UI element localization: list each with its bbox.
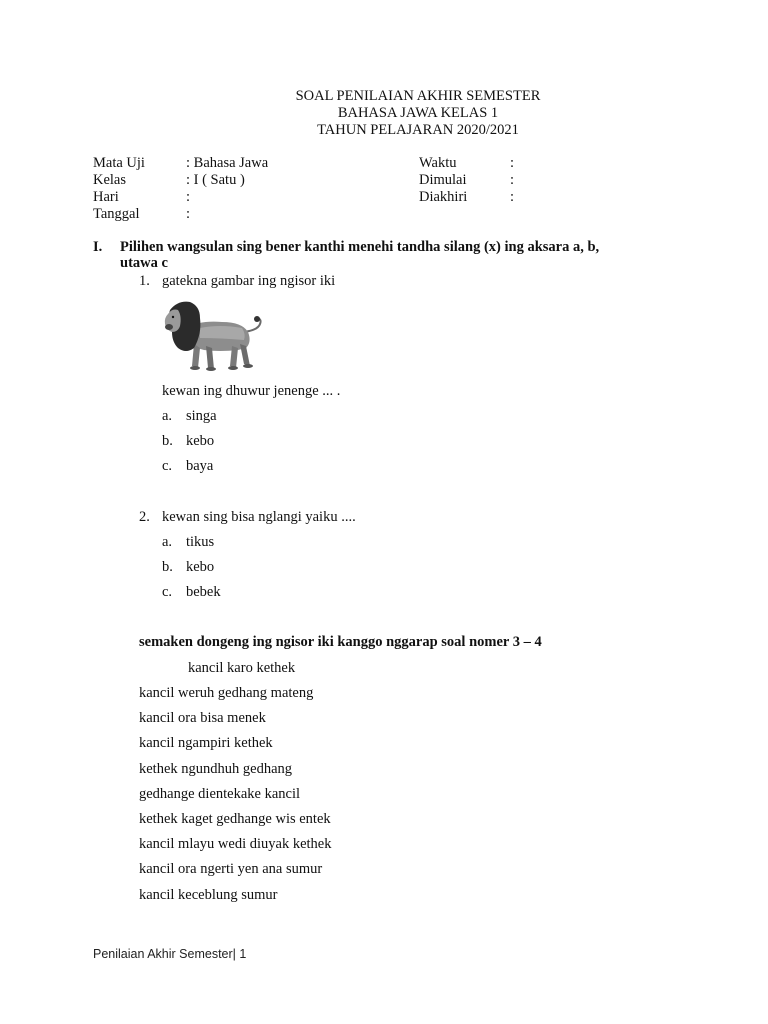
q1-number: 1. bbox=[139, 273, 150, 289]
q2-text: kewan sing bisa nglangi yaiku .... bbox=[162, 509, 356, 525]
q2-option-c-letter: c. bbox=[162, 584, 173, 600]
title-line-2: BAHASA JAWA KELAS 1 bbox=[337, 105, 499, 121]
story-line: kancil mlayu wedi diuyak kethek bbox=[139, 836, 332, 852]
info-value-waktu: : bbox=[510, 155, 515, 171]
story-line: kancil ora ngerti yen ana sumur bbox=[139, 861, 323, 877]
lion-illustration-icon bbox=[160, 298, 268, 374]
q1-option-a-text: singa bbox=[186, 408, 217, 424]
q1-option-b-letter: b. bbox=[162, 433, 173, 449]
info-label-tanggal: Tanggal bbox=[93, 206, 140, 222]
story-line: kethek kaget gedhange wis entek bbox=[139, 811, 331, 827]
info-label-hari: Hari bbox=[93, 189, 119, 205]
q1-text: gatekna gambar ing ngisor iki bbox=[162, 273, 336, 289]
q2-option-b-text: kebo bbox=[186, 559, 215, 575]
q2-option-b-letter: b. bbox=[162, 559, 173, 575]
page-footer: Penilaian Akhir Semester| 1 bbox=[93, 947, 247, 961]
q2-option-a-letter: a. bbox=[162, 534, 173, 550]
story-line: kancil weruh gedhang mateng bbox=[139, 685, 314, 701]
info-value-hari: : bbox=[186, 189, 191, 205]
q1-option-c-text: baya bbox=[186, 458, 214, 474]
info-value-mata-uji: : Bahasa Jawa bbox=[186, 155, 269, 171]
info-label-kelas: Kelas bbox=[93, 172, 127, 188]
title-line-3: TAHUN PELAJARAN 2020/2021 bbox=[317, 122, 519, 138]
story-line: kancil ora bisa menek bbox=[139, 710, 266, 726]
q2-option-a-text: tikus bbox=[186, 534, 215, 550]
info-label-diakhiri: Diakhiri bbox=[419, 189, 468, 205]
info-value-diakhiri: : bbox=[510, 189, 515, 205]
info-label-mata-uji: Mata Uji bbox=[93, 155, 145, 171]
q1-option-b-text: kebo bbox=[186, 433, 215, 449]
q2-number: 2. bbox=[139, 509, 150, 525]
title-line-1: SOAL PENILAIAN AKHIR SEMESTER bbox=[295, 88, 541, 104]
info-label-dimulai: Dimulai bbox=[419, 172, 467, 188]
q1-option-a-letter: a. bbox=[162, 408, 173, 424]
info-value-kelas: : I ( Satu ) bbox=[186, 172, 245, 188]
story-title: kancil karo kethek bbox=[188, 660, 296, 676]
story-line: gedhange dientekake kancil bbox=[139, 786, 301, 802]
info-value-tanggal: : bbox=[186, 206, 191, 222]
q2-option-c-text: bebek bbox=[186, 584, 221, 600]
q1-option-c-letter: c. bbox=[162, 458, 173, 474]
story-line: kancil keceblung sumur bbox=[139, 887, 278, 903]
section-instruction-line-1: Pilihen wangsulan sing bener kanthi menehi tandha silang (x) ing aksara a, b, bbox=[120, 239, 600, 255]
q1-prompt: kewan ing dhuwur jenenge ... . bbox=[162, 383, 341, 399]
info-value-dimulai: : bbox=[510, 172, 515, 188]
section-instruction-line-2: utawa c bbox=[120, 255, 168, 271]
story-line: kethek ngundhuh gedhang bbox=[139, 761, 293, 777]
story-line: kancil ngampiri kethek bbox=[139, 735, 273, 751]
info-label-waktu: Waktu bbox=[419, 155, 457, 171]
story-instruction: semaken dongeng ing ngisor iki kanggo nggarap soal nomer 3 – 4 bbox=[139, 634, 542, 650]
section-number: I. bbox=[93, 239, 103, 255]
